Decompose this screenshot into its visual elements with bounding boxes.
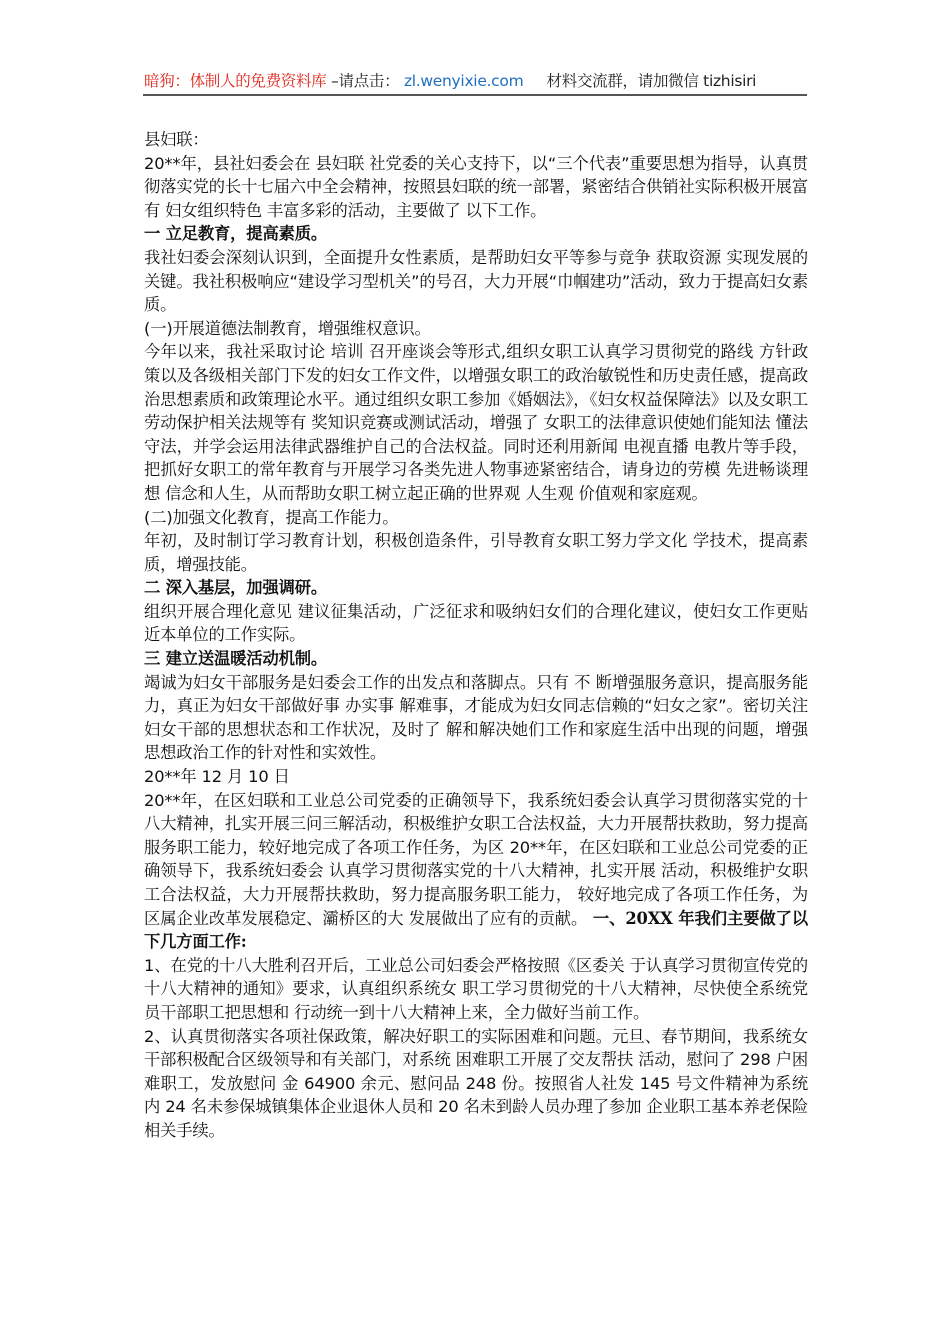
body-paragraph: 我社妇委会深刻认识到，全面提升女性素质，是帮助妇女平等参与竞争 获取资源 实现发展的关键。我社积极响应“建设学习型机关”的号召，大力开展“巾帼建功”活动，致力于提高妇女素质。 (144, 247, 808, 315)
body-paragraph: 组织开展合理化意见 建议征集活动，广泛征求和吸纳妇女们的合理化建议，使妇女工作更贴近本单位的工作实际。 (144, 601, 808, 645)
prompt-text: –请点击： (331, 72, 400, 90)
summary-heading: 一、20XX 年我们主要做了以下几方面工作: (144, 908, 808, 952)
list-item-2: 2、认真贯彻落实各项社保政策，解决好职工的实际困难和问题。元旦、春节期间，我系统女干部积极配合区级领导和有关部门，对系统 困难职工开展了交友帮扶 活动，慰问了 298 户困难职工，发放慰问 金 64900 余元、慰问品 248 份。按照省人社发 145 号文件精神为系统 内 24 名未参保城镇集体企业退休人员和 20 名未到龄人员办理了参加 企业职工基本养老保险相关手续。 (144, 1026, 808, 1140)
contact-label: 材料交流群，请加微信 tizhisiri (546, 72, 757, 90)
intro-paragraph: 20**年，县社妇委会在 县妇联 社党委的关心支持下，以“三个代表”重要思想为指导，认真贯彻落实党的长十七届六中全会精神，按照县妇联的统一部署，紧密结合供销社实际积极开展富有 妇女组织特色 丰富多彩的活动，主要做了 以下工作。 (144, 153, 808, 220)
section-heading-3: 三 建立送温暖活动机制。 (144, 649, 327, 669)
body-paragraph: 年初，及时制订学习教育计划，积极创造条件，引导教育女职工努力学文化 学技术，提高素质，增强技能。 (144, 531, 808, 574)
list-item-1: 1、在党的十八大胜利召开后，工业总公司妇委会严格按照《区委关 于认真学习贯彻宣传党的十八大精神的通知》要求，认真组织系统女 职工学习贯彻党的十八大精神，尽快使全系统党员干部职工把思想和 行动统一到十八大精神上来，全力做好当前工作。 (144, 955, 808, 1022)
summary-paragraph (144, 789, 808, 954)
section-heading-2: 二 深入基层，加强调研。 (144, 578, 327, 598)
subsection-heading-2: (二)加强文化教育，提高工作能力。 (144, 507, 399, 527)
section-heading-1: 一 立足教育，提高素质。 (144, 224, 327, 244)
summary-text: 20**年，在区妇联和工业总公司党委的正确领导下，我系统妇委会认真学习贯彻落实党的十八大精神，扎实开展三问三解活动，积极维护女职工合法权益，大力开展帮扶救助，努力提高服务职工能力，较好地完成了各项工作任务，为区 20**年，在区妇联和工业总公司党委的正确领导下，我系统妇委会 认真学习贯彻落实党的十八大精神，扎实开展 活动，积极维护女职工合法权益，大力开展帮扶救助，努力提高服务职工能力， 较好地完成了各项工作任务，为区属企业改革发展稳定、灞桥区的大 发展做出了应有的贡献。 (144, 790, 808, 928)
contact-text (528, 72, 756, 90)
subsection-heading-1: (一)开展道德法制教育，增强维权意识。 (144, 318, 431, 338)
page-header (144, 70, 806, 94)
brand-text: 暗狗：体制人的免费资料库 (144, 72, 327, 90)
body-paragraph: 竭诚为妇女干部服务是妇委会工作的出发点和落脚点。只有 不 断增强服务意识，提高服务能力，真正为妇女干部做好事 办实事 解难事，才能成为妇女同志信赖的“妇女之家”。密切关注妇女干部的思想状态和工作状况，及时了 解和解决她们工作和家庭生活中出现的问题，增强思想政治工作的针对性和实效性。 (144, 672, 808, 763)
body-paragraph: 今年以来，我社采取讨论 培训 召开座谈会等形式,组织女职工认真学习贯彻党的路线 方针政策以及各级相关部门下发的妇女工作文件，以增强女职工的政治敏锐性和历史责任感，提高政治思想素质和政策理论水平。通过组织女职工参加《婚姻法》，《妇女权益保障法》以及女职工劳动保护相关法规等有 奖知识竞赛或测试活动，增强了 女职工的法律意识使她们能知法 懂法 守法，并学会运用法律武器维护自己的合法权益。同时还利用新闻 电视直播 电教片等手段，把抓好女职工的常年教育与开展学习各类先进人物事迹紧密结合，请身边的劳模 先进畅谈理想 信念和人生，从而帮助女职工树立起正确的世界观 人生观 价值观和家庭观。 (144, 342, 808, 503)
date-line: 20**年 12 月 10 日 (144, 767, 290, 787)
header-divider (143, 94, 807, 96)
website-link[interactable]: zl.wenyixie.com (403, 72, 524, 90)
salutation: 县妇联： (144, 130, 209, 149)
document-body (144, 128, 808, 1143)
